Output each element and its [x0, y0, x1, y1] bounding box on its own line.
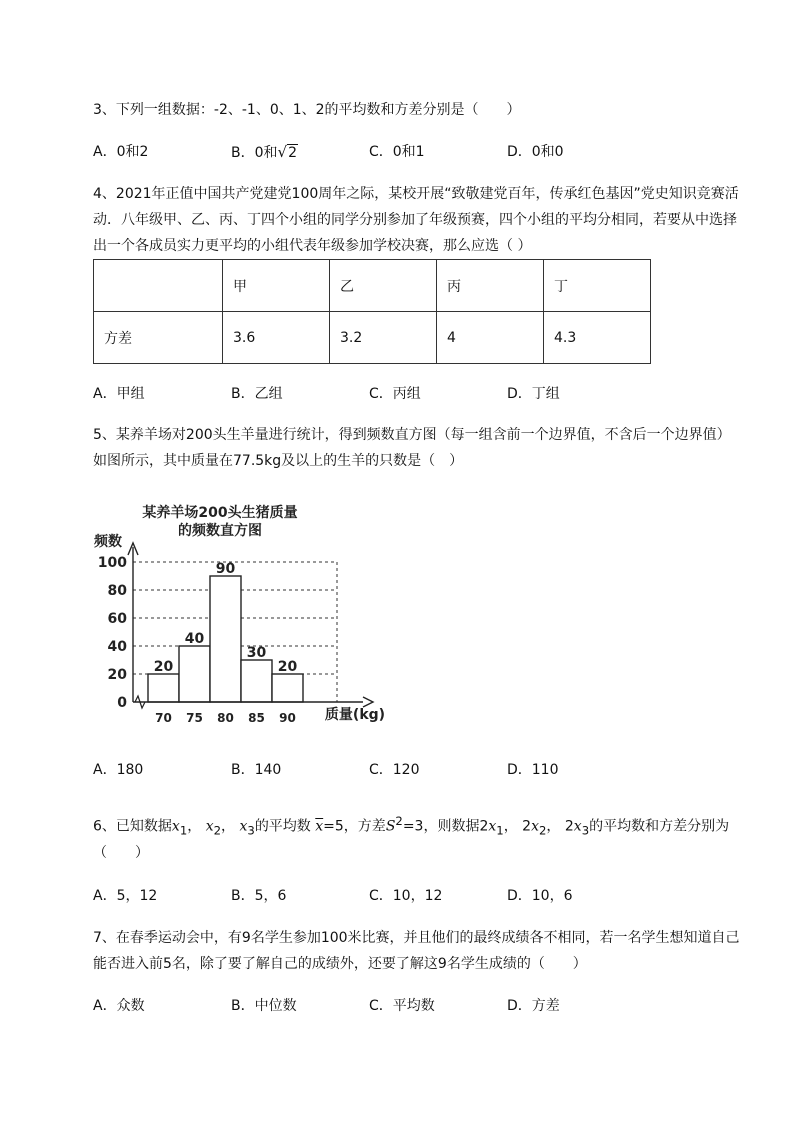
bar-data-label: 20 [277, 659, 298, 675]
bar-data-label: 40 [184, 631, 205, 647]
histogram-bar [179, 646, 210, 702]
x-axis-arrow [363, 697, 373, 707]
q5-option-c[interactable]: C．120 [369, 762, 420, 778]
y-tick-label: 0 [117, 695, 127, 711]
histogram-bar [241, 660, 272, 702]
table-row [94, 312, 651, 364]
q5-option-d[interactable]: D．110 [507, 762, 559, 778]
chart-y-ticks [98, 555, 127, 711]
chart-title-line-1: 某养羊场200头生猪质量 [142, 505, 298, 521]
q3-option-a[interactable]: A．0和2 [93, 144, 149, 160]
x-tick-label: 75 [186, 711, 203, 725]
y-tick-label: 20 [107, 667, 127, 683]
table-header-cell [94, 260, 223, 312]
question-4: 4、2021年正值中国共产党建党100周年之际，某校开展“致敬建党百年，传承红色基因”党史知识竞赛活动．八年级甲、乙、丙、丁四个小组的同学分别参加了年级预赛，四个小组的平均分相同，若要从中选择出一个各成员实力更平均的小组代表年级参加学校决赛，那么应选（ ） [93, 186, 739, 254]
q4-option-d[interactable]: D．丁组 [507, 386, 560, 402]
q4-option-a[interactable]: A．甲组 [93, 386, 145, 402]
question-3: 3、下列一组数据：-2、-1、0、1、2的平均数和方差分别是（ ） [93, 102, 521, 118]
bar-data-label: 20 [153, 659, 174, 675]
y-tick-label: 40 [107, 639, 127, 655]
question-5: 5、某养羊场对200头生羊量进行统计，得到频数直方图（每一组含前一个边界值，不含后一个边界值）如图所示，其中质量在77.5kg及以上的生羊的只数是（ ） [93, 427, 731, 469]
x-axis-label: 质量(kg) [324, 707, 386, 723]
chart-x-ticks [155, 711, 296, 725]
q4-option-c[interactable]: C．丙组 [369, 386, 421, 402]
question-5-options [93, 759, 713, 781]
question-7-options [93, 995, 713, 1017]
question-6-blank: （ ） [93, 845, 149, 861]
q3-option-c[interactable]: C．0和1 [369, 144, 425, 160]
q7-option-c[interactable]: C．平均数 [369, 998, 435, 1014]
table-cell: 3.2 [330, 312, 437, 364]
q3-option-b[interactable]: B．0和√2 [231, 141, 298, 164]
q3-option-d[interactable]: D．0和0 [507, 144, 564, 160]
sqrt-symbol: √2 [277, 143, 297, 161]
q6-option-d[interactable]: D．10，6 [507, 888, 573, 904]
bar-data-label: 90 [215, 561, 236, 577]
table-header-cell: 丙 [437, 260, 544, 312]
table-header-cell: 丁 [544, 260, 651, 312]
y-axis-label: 频数 [94, 534, 122, 550]
chart-bars [148, 576, 303, 702]
q4-option-b[interactable]: B．乙组 [231, 386, 283, 402]
question-4-options [93, 383, 713, 405]
histogram-bar [148, 674, 179, 702]
q7-option-d[interactable]: D．方差 [507, 998, 560, 1014]
bar-data-label: 30 [246, 645, 267, 661]
q6-option-a[interactable]: A．5，12 [93, 888, 158, 904]
y-tick-label: 80 [107, 583, 127, 599]
q7-option-b[interactable]: B．中位数 [231, 998, 297, 1014]
question-6-options [93, 885, 713, 907]
question-6: 6、已知数据$x_1$， $x_2$， $x_3$的平均数 $\overline{x}=5$，方差$S^2=3$，则数据$2x_1$， $2x_2$， $2x_3$的平均数和方差分别为 [93, 814, 730, 838]
frequency-histogram [93, 495, 393, 730]
q6-option-b[interactable]: B．5，6 [231, 888, 287, 904]
q5-option-b[interactable]: B．140 [231, 762, 282, 778]
x-tick-label: 70 [155, 711, 172, 725]
q6-option-c[interactable]: C．10，12 [369, 888, 443, 904]
table-row-label: 方差 [94, 312, 223, 364]
histogram-bar [272, 674, 303, 702]
chart-title-line-2: 的频数直方图 [178, 523, 262, 539]
table-header-cell: 乙 [330, 260, 437, 312]
y-tick-label: 60 [107, 611, 127, 627]
y-tick-label: 100 [97, 555, 127, 571]
table-cell: 4.3 [544, 312, 651, 364]
q7-option-a[interactable]: A．众数 [93, 998, 145, 1014]
histogram-bar [210, 576, 241, 702]
x-tick-label: 80 [217, 711, 234, 725]
variance-table [93, 259, 651, 364]
x-tick-label: 85 [248, 711, 265, 725]
table-cell: 3.6 [223, 312, 330, 364]
question-3-options [93, 141, 713, 163]
question-7: 7、在春季运动会中，有9名学生参加100米比赛，并且他们的最终成绩各不相同，若一名学生想知道自己能否进入前5名，除了要了解自己的成绩外，还要了解这9名学生成绩的（ ） [93, 930, 740, 972]
table-cell: 4 [437, 312, 544, 364]
table-header-row [94, 260, 651, 312]
q5-option-a[interactable]: A．180 [93, 762, 144, 778]
x-tick-label: 90 [279, 711, 296, 725]
table-header-cell: 甲 [223, 260, 330, 312]
